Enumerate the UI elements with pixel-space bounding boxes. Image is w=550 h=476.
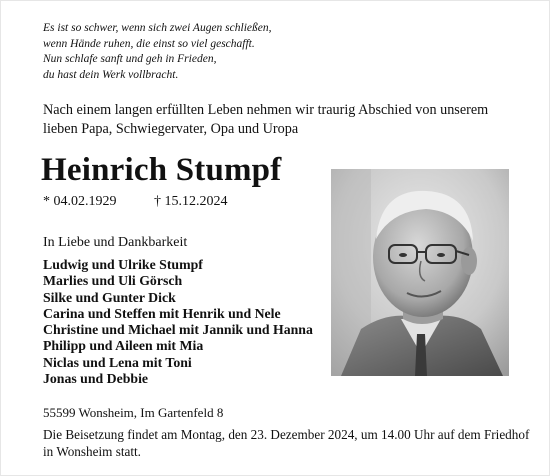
intro-text: Nach einem langen erfüllten Leben nehmen wir traurig Abschied von unserem lieben Papa, Schwiegervater, Opa und Uropa <box>43 102 489 137</box>
poem-line: Nun schlafe sanft und geh in Frieden, <box>43 53 217 65</box>
poem-line: wenn Hände ruhen, die einst so viel geschafft. <box>43 37 255 50</box>
mourner-entry: Ludwig und Ulrike Stumpf <box>43 257 203 272</box>
mourner-entry: Christine und Michael mit Jannik und Hanna <box>43 322 313 338</box>
poem-line: du hast dein Werk vollbracht. <box>43 68 179 81</box>
mourner-entry: Carina und Steffen mit Henrik und Nele <box>43 305 281 321</box>
deceased-name: Heinrich Stumpf <box>41 152 282 188</box>
family-address: 55599 Wonsheim, Im Gartenfeld 8 <box>43 405 224 420</box>
funeral-info: Die Beisetzung findet am Montag, den 23. Dezember 2024, um 14.00 Uhr auf dem Friedhof in Wonsheim statt. <box>43 427 530 459</box>
mourner-entry: Philipp und Aileen mit Mia <box>43 338 204 354</box>
life-dates <box>43 194 228 210</box>
poem-line: Es ist so schwer, wenn sich zwei Augen schließen, <box>43 22 272 34</box>
death-date: † 15.12.2024 <box>154 194 228 209</box>
poem <box>43 21 272 83</box>
tagline: In Liebe und Dankbarkeit <box>43 235 188 250</box>
portrait-photo <box>331 169 509 376</box>
mourner-entry: Niclas und Lena mit Toni <box>43 354 192 370</box>
mourner-entry: Silke und Gunter Dick <box>43 289 176 305</box>
mourner-entry: Marlies und Uli Görsch <box>43 273 183 289</box>
mourners-list <box>43 257 313 387</box>
mourner-entry: Jonas und Debbie <box>43 371 149 387</box>
birth-date: * 04.02.1929 <box>43 194 117 209</box>
